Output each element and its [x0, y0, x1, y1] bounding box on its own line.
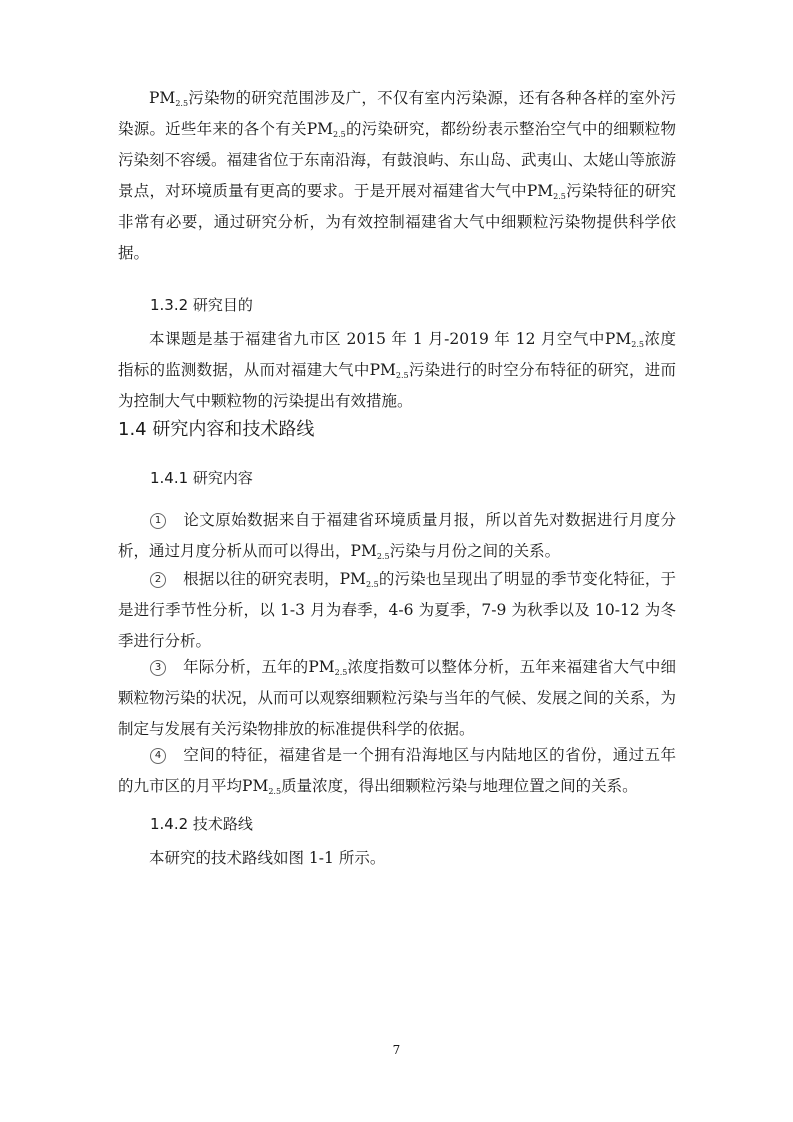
list-item: [118, 652, 676, 745]
list-item: [118, 564, 676, 657]
pm-term: PM: [350, 542, 377, 560]
heading-1-4-1: 1.4.1 研究内容: [150, 469, 253, 487]
pm-subscript: 2.5: [553, 192, 566, 201]
pm-term: PM: [149, 89, 176, 107]
pm-subscript: 2.5: [376, 552, 390, 561]
pm-term: PM: [369, 361, 396, 379]
paragraph-text: 污染进行的时空分布特征的研究，进而为控制大气中颗粒物的污染提出有效措施。: [118, 361, 676, 410]
circled-number: 4: [150, 748, 166, 764]
circled-number: 1: [150, 513, 166, 529]
pm-subscript: 2.5: [333, 130, 346, 139]
paragraph-text: 污染物的研究范围涉及广，不仅有室内污染源，还有各种各样的室外污染源。近些年来的各个有关: [118, 89, 676, 138]
pm-term: PM: [306, 120, 334, 138]
pm-term: PM: [604, 330, 632, 348]
paragraph-research-purpose: [118, 324, 676, 417]
heading-1-3-2: 1.3.2 研究目的: [150, 296, 253, 314]
paragraph-technical-route: 本研究的技术路线如图 1-1 所示。: [149, 849, 386, 867]
pm-subscript: 2.5: [631, 340, 644, 349]
item-text: 浓度指数可以整体分析，五年来福建省大气中细颗粒物污染的状况，从而可以观察细颗粒污染与当年的气候、发展之间的关系，为制定与发展有关污染物排放的标准提供科学的依据。: [118, 658, 677, 738]
item-text: 年际分析，五年的: [183, 658, 309, 676]
item-text: 论文原始数据来自于福建省环境质量月报，所以首先对数据进行月度分析，通过月度分析从而可以得出，: [118, 511, 676, 560]
pm-subscript: 2.5: [334, 668, 348, 677]
heading-1-4: 1.4 研究内容和技术路线: [118, 419, 315, 440]
pm-subscript: 2.5: [268, 787, 282, 796]
item-text: 污染与月份之间的关系。: [389, 542, 561, 560]
circled-number: 2: [150, 572, 166, 588]
pm-term: PM: [242, 777, 269, 795]
paragraph-pm25-sources: [118, 83, 676, 269]
heading-1-4-2: 1.4.2 技术路线: [150, 815, 253, 833]
pm-term: PM: [526, 182, 554, 200]
list-item: [118, 740, 676, 802]
item-text: 质量浓度，得出细颗粒污染与地理位置之间的关系。: [281, 777, 638, 795]
pm-subscript: 2.5: [395, 371, 409, 380]
list-item: [118, 505, 676, 567]
paragraph-text: 污染特征的研究非常有必要，通过研究分析，为有效控制福建省大气中细颗粒污染物提供科学依据。: [118, 182, 676, 262]
pm-subscript: 2.5: [365, 580, 379, 589]
paragraph-text: 本课题是基于福建省九市区 2015 年 1 月-2019 年 12 月空气中: [149, 330, 605, 348]
item-text: 的污染也呈现出了明显的季节变化特征，于是进行季节性分析，以 1-3 月为春季，4-6 为夏季，7-9 为秋季以及 10-12 为冬季进行分析。: [118, 570, 676, 650]
pm-term: PM: [308, 658, 335, 676]
paragraph-text: 的污染研究，都纷纷表示整治空气中的细颗粒物污染刻不容缓。福建省位于东南沿海，有鼓浪屿、东山岛、武夷山、太姥山等旅游景点，对环境质量有更高的要求。于是开展对福建省大气中: [118, 120, 677, 200]
item-text: 空间的特征，福建省是一个拥有沿海地区与内陆地区的省份，通过五年的九市区的月平均: [118, 746, 676, 795]
pm-subscript: 2.5: [175, 99, 189, 108]
circled-number: 3: [150, 660, 166, 676]
item-text: 根据以往的研究表明，: [183, 570, 340, 588]
pm-term: PM: [339, 570, 366, 588]
page-number: 7: [392, 1043, 401, 1057]
paragraph-text: 浓度指标的监测数据，从而对福建大气中: [118, 330, 676, 379]
